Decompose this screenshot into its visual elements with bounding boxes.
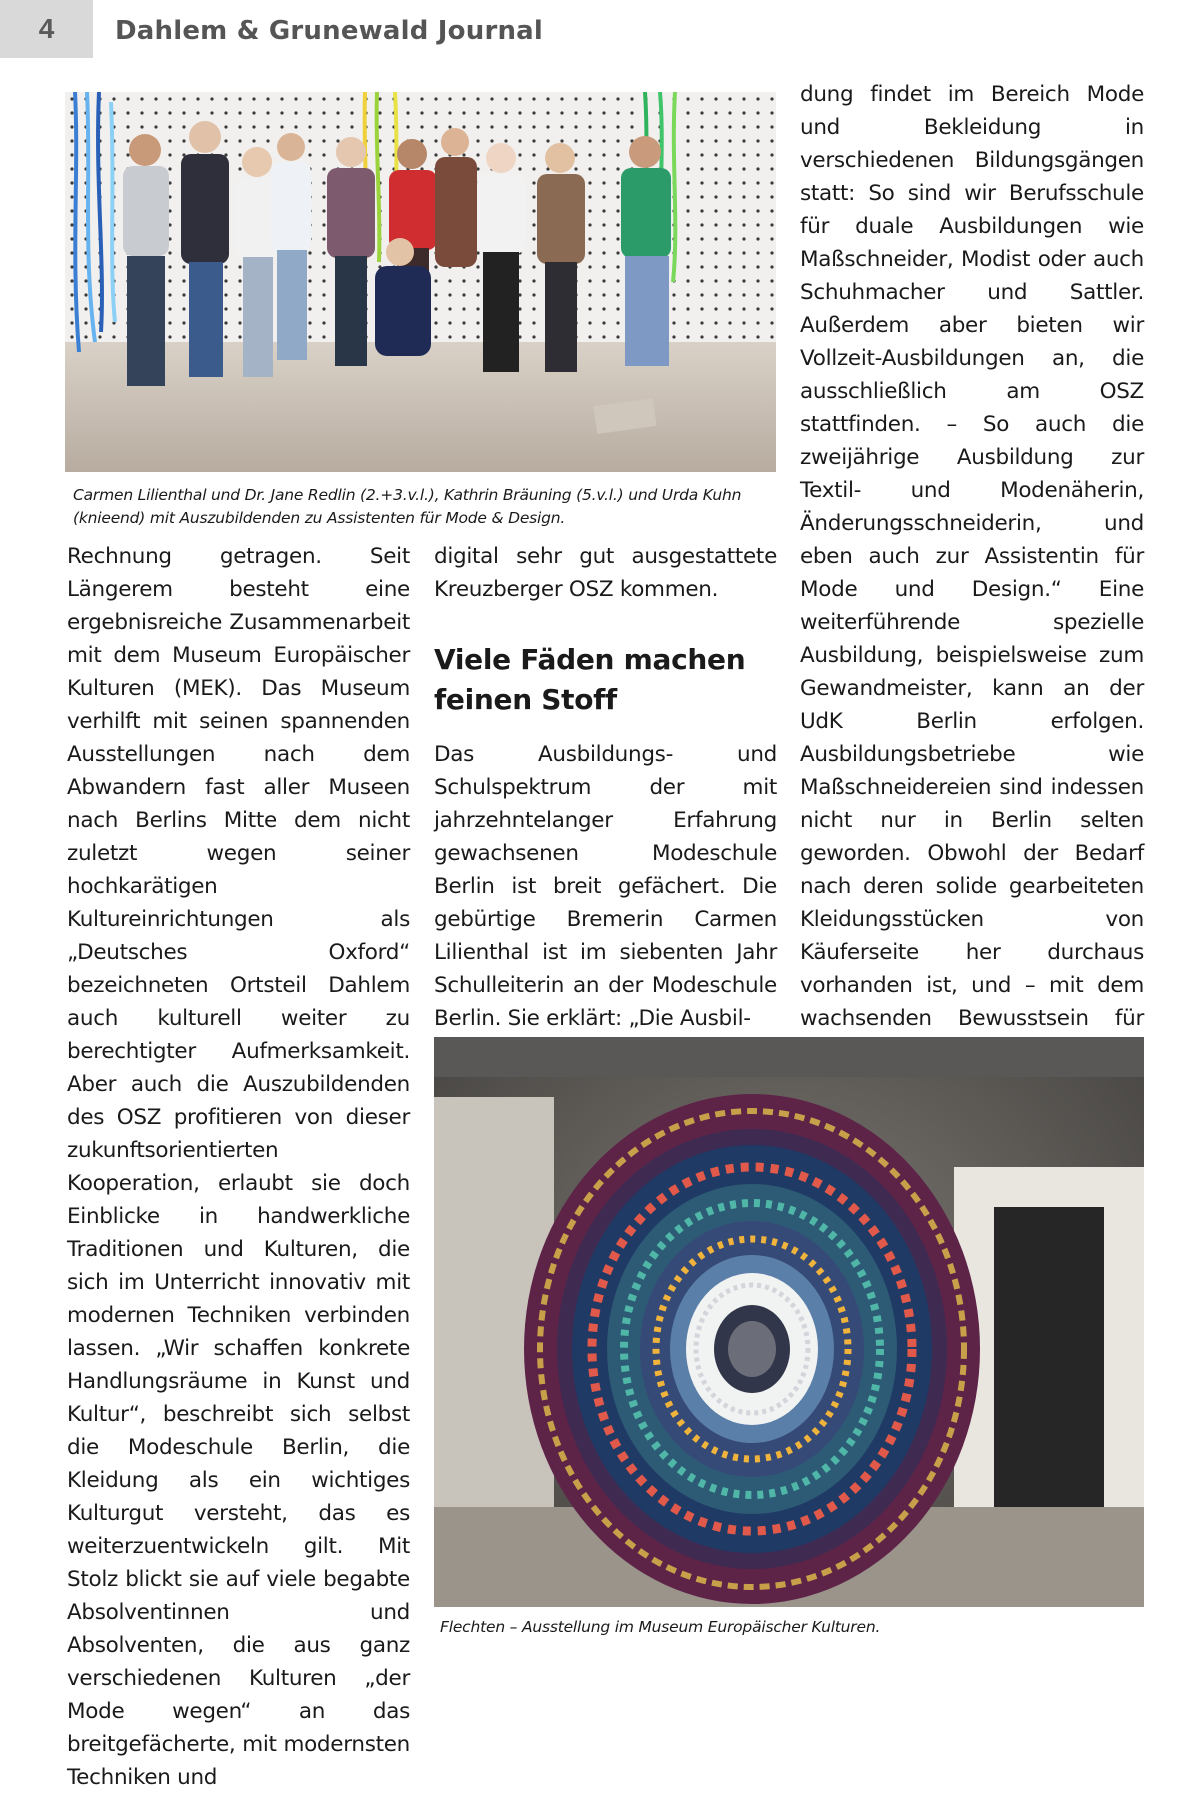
article-right-column: dung findet im Bereich Mode und Bekleidung in verschiedenen Bildungsgängen statt: So sind wir Berufsschule für duale Ausbildungen wie Maßschneider, Modist oder auch Schuhmacher und Sattler. Außerdem aber bieten wir Vollzeit-Ausbildungen an, die ausschließlich am OSZ stattfinden. – So auch die zweijährige Ausbildung zur Textil- und Modenäherin, Änderungsschneiderin, und eben auch zur Assistentin für Mode und Design.“ Eine weiterführende spezielle Ausbildung, beispielsweise zum Gewandmeister, kann an der UdK Berlin erfolgen. Ausbildungsbetriebe wie Maßschneidereien sind indessen nicht nur in Berlin selten geworden. Obwohl der Bedarf nach deren solide gearbeiteten Kleidungsstücken von Käuferseite her durchaus vorhanden ist, und – mit dem wachsenden Bewusstsein für [800, 82, 1144, 1031]
group-photo-image [65, 92, 776, 472]
journal-title: Dahlem & Grunewald Journal [115, 16, 544, 46]
article-middle-column-top: digital sehr gut ausgestattete Kreuzberger OSZ kommen. [434, 544, 777, 602]
group-photo-caption: Carmen Lilienthal und Dr. Jane Redlin (2.+3.v.l.), Kathrin Bräuning (5.v.l.) und Urda Kuhn (knieend) mit Auszubildenden zu Assistenten für Mode & Design. [73, 486, 742, 527]
article-left-column: Rechnung getragen. Seit Längerem besteht eine ergebnisreiche Zusammenarbeit mit dem Museum Europäischer Kulturen (MEK). Das Museum verhilft mit seinen spannenden Ausstellungen nach dem Abwandern fast aller Museen nach Berlins Mitte dem nicht zuletzt wegen seiner hochkarätigen Kultureinrichtungen als „Deutsches Oxford“ bezeichneten Ortsteil Dahlem auch kulturell weiter zu berechtigter Aufmerksamkeit. Aber auch die Auszubildenden des OSZ profitieren von dieser zukunftsorientierten Kooperation, erlaubt sie doch Einblicke in handwerkliche Traditionen und Kulturen, die sich im Unterricht innovativ mit modernen Techniken verbinden lassen. „Wir schaffen konkrete Handlungsräume in Kunst und Kultur“, beschreibt sich selbst die Modeschule Berlin, die Kleidung als ein wichtiges Kulturgut versteht, das es weiterzuentwickeln gilt. Mit Stolz blickt sie auf viele begabte Absolventinnen und Absolventen, die aus ganz verschiedenen Kulturen „der Mode wegen“ an das breitgefächerte, mit modernsten Techniken und [67, 544, 410, 1790]
article-subheading: Viele Fäden machen feinen Stoff [434, 643, 746, 716]
article-middle-column-body: Das Ausbildungs- und Schulspektrum der mit jahrzehntelanger Erfahrung gewachsenen Modeschule Berlin ist breit gefächert. Die gebürtige Bremerin Carmen Lilienthal ist im siebenten Jahr Schulleiterin an der Modeschule Berlin. Sie erklärt: „Die Ausbil- [434, 742, 777, 1031]
page-number: 4 [0, 0, 93, 58]
woven-sculpture-image [434, 1037, 1144, 1607]
weave-photo-caption: Flechten – Ausstellung im Museum Europäischer Kulturen. [440, 1618, 881, 1636]
